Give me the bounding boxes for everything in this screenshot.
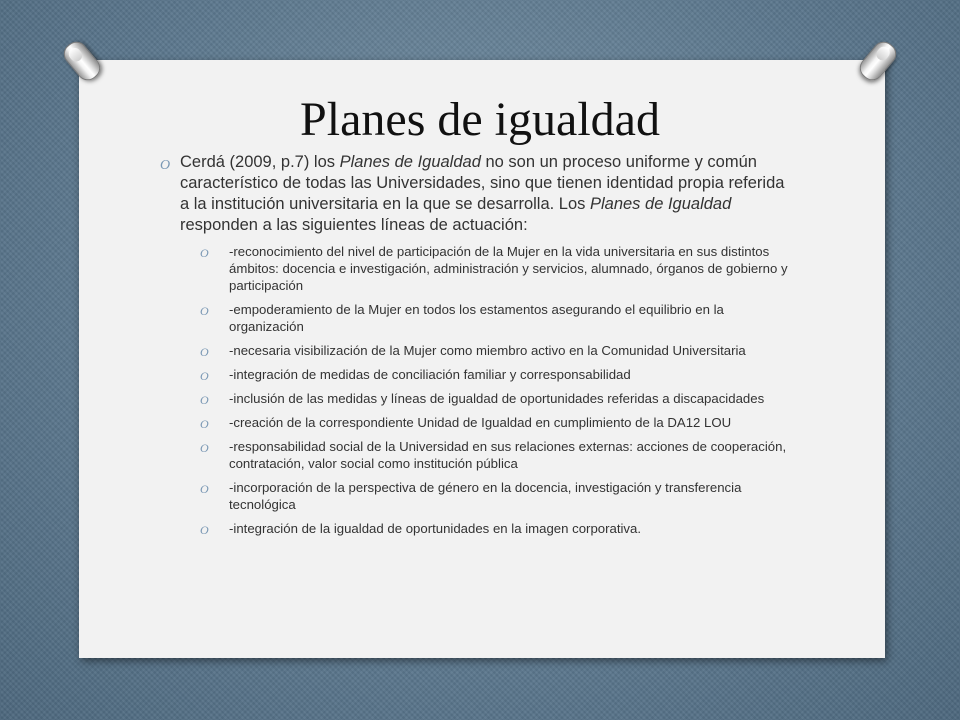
bullet-icon: O xyxy=(200,393,209,407)
slide-title: Planes de igualdad xyxy=(300,93,660,146)
bullet-icon: O xyxy=(160,158,171,173)
list-item-text: -inclusión de las medidas y líneas de igualdad de oportunidades referidas a discapacidades xyxy=(229,391,765,406)
bullet-icon: O xyxy=(200,417,209,431)
list-item xyxy=(200,390,796,407)
slide-content xyxy=(160,152,796,544)
list-item xyxy=(200,342,796,359)
intro-text-3: responden a las siguientes líneas de actuación: xyxy=(180,216,528,234)
intro-emphasis-2: Planes de Igualdad xyxy=(589,195,732,213)
list-item-text: -integración de medidas de conciliación familiar y corresponsabilidad xyxy=(229,367,631,382)
list-item xyxy=(200,366,796,383)
intro-text-2: no son un proceso uniforme y común característico de todas las Universidades, sino que tienen identidad propia referida a la institución universitaria en la que se desarrolla. Los xyxy=(180,153,785,213)
list-item-text: -incorporación de la perspectiva de género en la docencia, investigación y transferencia tecnológica xyxy=(229,480,742,512)
bullet-icon: O xyxy=(200,523,209,537)
list-item xyxy=(200,414,796,431)
bullet-icon: O xyxy=(200,482,209,496)
list-item xyxy=(200,438,796,472)
bullet-icon: O xyxy=(200,369,209,383)
bullet-icon: O xyxy=(200,304,209,318)
list-item-text: -empoderamiento de la Mujer en todos los estamentos asegurando el equilibrio en la organización xyxy=(229,302,724,334)
list-item-text: -responsabilidad social de la Universidad en sus relaciones externas: acciones de cooperación, contratación, valor social como institución pública xyxy=(229,439,787,471)
list-item-text: -reconocimiento del nivel de participación de la Mujer en la vida universitaria en sus distintos ámbitos: docencia e investigación, administración y servicios, alumnado, órganos de gobierno y participación xyxy=(229,244,788,293)
bullet-icon: O xyxy=(200,345,209,359)
list-item xyxy=(200,301,796,335)
bullet-icon: O xyxy=(200,246,209,260)
list-item-text: -necesaria visibilización de la Mujer como miembro activo en la Comunidad Universitaria xyxy=(229,343,746,358)
intro-text-1: Cerdá (2009, p.7) los xyxy=(180,153,340,171)
list-item-text: -integración de la igualdad de oportunidades en la imagen corporativa. xyxy=(229,521,642,536)
list-item xyxy=(200,479,796,513)
list-item xyxy=(200,520,796,537)
list-item-text: -creación de la correspondiente Unidad de Igualdad en cumplimiento de la DA12 LOU xyxy=(229,415,732,430)
intro-emphasis-1: Planes de Igualdad xyxy=(339,153,481,171)
action-lines-list xyxy=(160,243,796,537)
intro-paragraph xyxy=(160,152,796,236)
bullet-icon: O xyxy=(200,441,209,455)
list-item xyxy=(200,243,796,294)
